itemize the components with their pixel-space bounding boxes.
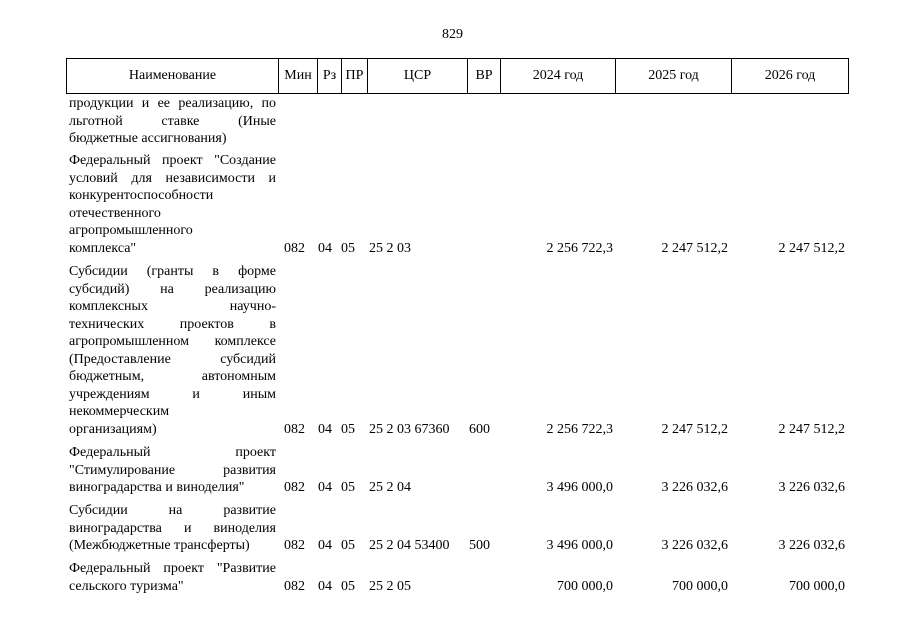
name-line: виноградарства и виноделия xyxy=(69,520,276,536)
name-line: комплексных научно- xyxy=(69,299,276,314)
cell-min: 082 xyxy=(284,421,305,437)
header-2026: 2026 год xyxy=(764,68,816,83)
header-min: Мин xyxy=(284,68,312,83)
cell-pr: 05 xyxy=(341,538,355,553)
name-line: комплекса" xyxy=(69,240,137,256)
cell-csr: 25 2 05 xyxy=(369,578,411,594)
cell-2024: 2 256 722,3 xyxy=(546,240,613,256)
cell-min: 082 xyxy=(284,578,305,594)
cell-vr: 600 xyxy=(469,421,490,437)
name-line: технических проектов в xyxy=(69,316,276,332)
name-line: агропромышленном комплексе xyxy=(69,334,276,349)
cell-rz: 04 xyxy=(318,240,332,256)
header-vr: ВР xyxy=(475,68,493,83)
cell-2025: 2 247 512,2 xyxy=(661,240,728,256)
name-line: Субсидии (гранты в форме xyxy=(69,264,276,279)
header-2024: 2024 год xyxy=(532,68,584,83)
cell-2026: 2 247 512,2 xyxy=(778,421,845,437)
cell-rz: 04 xyxy=(318,421,332,437)
cell-vr: 500 xyxy=(469,538,490,553)
header-2025: 2025 год xyxy=(648,68,699,83)
name-line: условий для независимости и xyxy=(69,170,276,186)
cell-csr: 25 2 04 53400 xyxy=(369,538,450,553)
cell-rz: 04 xyxy=(318,538,332,553)
cell-2025: 700 000,0 xyxy=(672,578,728,594)
row-name xyxy=(69,152,276,257)
cell-2026: 700 000,0 xyxy=(789,578,845,594)
cell-pr: 05 xyxy=(341,578,355,594)
name-line: (Предоставление субсидий xyxy=(69,351,276,367)
cell-2026: 3 226 032,6 xyxy=(778,480,845,495)
row-name xyxy=(69,263,276,438)
row-name xyxy=(69,502,276,555)
name-line: отечественного xyxy=(69,205,161,221)
name-line: Федеральный проект "Создание xyxy=(69,153,276,168)
name-line: бюджетным, автономным xyxy=(69,369,276,384)
cell-rz: 04 xyxy=(318,480,332,495)
row-name xyxy=(69,560,276,595)
cell-2026: 2 247 512,2 xyxy=(778,240,845,256)
name-line: сельского туризма" xyxy=(69,578,184,594)
name-line: учреждениям и иным xyxy=(69,386,276,402)
cell-2024: 3 496 000,0 xyxy=(546,480,613,495)
cell-pr: 05 xyxy=(341,480,355,495)
row-name xyxy=(69,444,276,497)
cell-pr: 05 xyxy=(341,421,355,437)
cell-2024: 3 496 000,0 xyxy=(546,538,613,553)
header-pr: ПР xyxy=(345,68,364,83)
name-line: субсидий) на реализацию xyxy=(69,281,276,297)
name-line: конкурентоспособности xyxy=(69,188,214,203)
header-name: Наименование xyxy=(128,68,217,83)
page-number: 829 xyxy=(442,27,463,42)
table-header xyxy=(66,58,849,94)
cell-min: 082 xyxy=(284,240,305,256)
name-line: (Межбюджетные трансферты) xyxy=(69,538,250,553)
name-line: Субсидии на развитие xyxy=(69,503,276,518)
name-line: "Стимулирование развития xyxy=(69,462,276,478)
name-line: агропромышленного xyxy=(69,223,193,238)
cell-min: 082 xyxy=(284,480,305,495)
name-line: Федеральный проект "Развитие xyxy=(69,561,276,576)
cell-2024: 2 256 722,3 xyxy=(546,421,613,437)
cell-2025: 3 226 032,6 xyxy=(661,480,728,495)
name-line: бюджетные ассигнования) xyxy=(69,131,227,146)
name-line: организациям) xyxy=(69,421,157,437)
name-line: виноградарства и виноделия" xyxy=(69,480,245,495)
row-name xyxy=(69,95,276,148)
cell-rz: 04 xyxy=(318,578,332,594)
cell-2025: 2 247 512,2 xyxy=(661,421,728,437)
name-line: Федеральный проект xyxy=(69,445,276,460)
cell-pr: 05 xyxy=(341,240,355,256)
cell-min: 082 xyxy=(284,538,305,553)
cell-2026: 3 226 032,6 xyxy=(778,538,845,553)
cell-csr: 25 2 04 xyxy=(369,480,411,495)
cell-csr: 25 2 03 67360 xyxy=(369,421,450,437)
name-line: льготной ставке (Иные xyxy=(69,113,276,129)
header-rz: Рз xyxy=(322,68,337,83)
header-csr: ЦСР xyxy=(403,68,432,83)
name-line: продукции и ее реализацию, по xyxy=(69,96,276,111)
cell-2025: 3 226 032,6 xyxy=(661,538,728,553)
name-line: некоммерческим xyxy=(69,404,170,419)
cell-csr: 25 2 03 xyxy=(369,240,411,256)
cell-2024: 700 000,0 xyxy=(557,578,613,594)
